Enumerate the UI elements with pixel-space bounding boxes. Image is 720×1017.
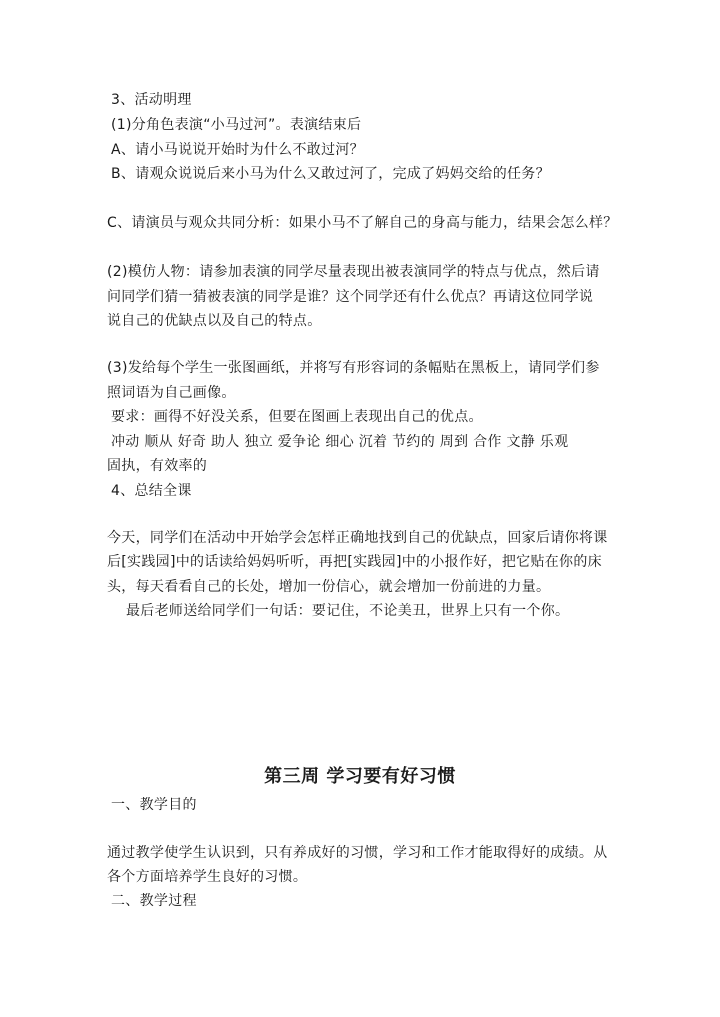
requirement-text: 要求：画得不好没关系，但要在图画上表现出自己的优点。 xyxy=(111,409,483,425)
summary-paragraph-line-3: 头，每天看看自己的长处，增加一份信心，就会增加一份前进的力量。 xyxy=(107,579,551,595)
role-play-item: (1)分角色表演“小马过河”。表演结束后 xyxy=(111,117,362,133)
question-a: A、请小马说说开始时为什么不敢过河？ xyxy=(111,142,364,158)
drawing-item-line-1: (3)发给每个学生一张图画纸，并将写有形容词的条幅贴在黑板上，请同学们参 xyxy=(107,360,600,376)
question-b: B、请观众说说后来小马为什么又敢过河了，完成了妈妈交给的任务？ xyxy=(111,166,550,182)
teaching-goal-line-1: 通过教学使学生认识到，只有养成好的习惯，学习和工作才能取得好的成绩。从 xyxy=(107,845,608,861)
teacher-closing-words: 最后老师送给同学们一句话：要记住，不论美丑，世界上只有一个你。 xyxy=(107,603,570,619)
imitate-item-line-3: 说自己的优缺点以及自己的特点。 xyxy=(107,313,322,329)
imitate-item-line-2: 问同学们猜一猜被表演的同学是谁？这个同学还有什么优点？再请这位同学说 xyxy=(107,289,594,305)
summary-paragraph-line-2: 后[实践园]中的话读给妈妈听听，再把[实践园]中的小报作好，把它贴在你的床 xyxy=(107,554,602,570)
teaching-goal-heading: 一、教学目的 xyxy=(111,797,197,813)
summary-paragraph-line-1: 今天，同学们在活动中开始学会怎样正确地找到自己的优缺点，回家后请你将课 xyxy=(107,530,608,546)
question-c: C、请演员与观众共同分析：如果小马不了解自己的身高与能力，结果会怎么样？ xyxy=(107,215,618,231)
drawing-item-line-2: 照词语为自己画像。 xyxy=(107,385,236,401)
imitate-item-line-1: (2)模仿人物：请参加表演的同学尽量表现出被表演同学的特点与优点，然后请 xyxy=(107,264,600,280)
teaching-process-heading: 二、教学过程 xyxy=(111,893,197,909)
adjective-words-line-2: 固执，有效率的 xyxy=(107,458,208,474)
activity-heading: 3、活动明理 xyxy=(111,92,192,108)
teaching-goal-line-2: 各个方面培养学生良好的习惯。 xyxy=(107,869,308,885)
adjective-words-line-1: 冲动 顺从 好奇 助人 独立 爱争论 细心 沉着 节约的 周到 合作 文静 乐观 xyxy=(111,434,569,450)
summary-heading: 4、总结全课 xyxy=(111,483,192,499)
week-title: 第三周 学习要有好习惯 xyxy=(264,766,456,787)
